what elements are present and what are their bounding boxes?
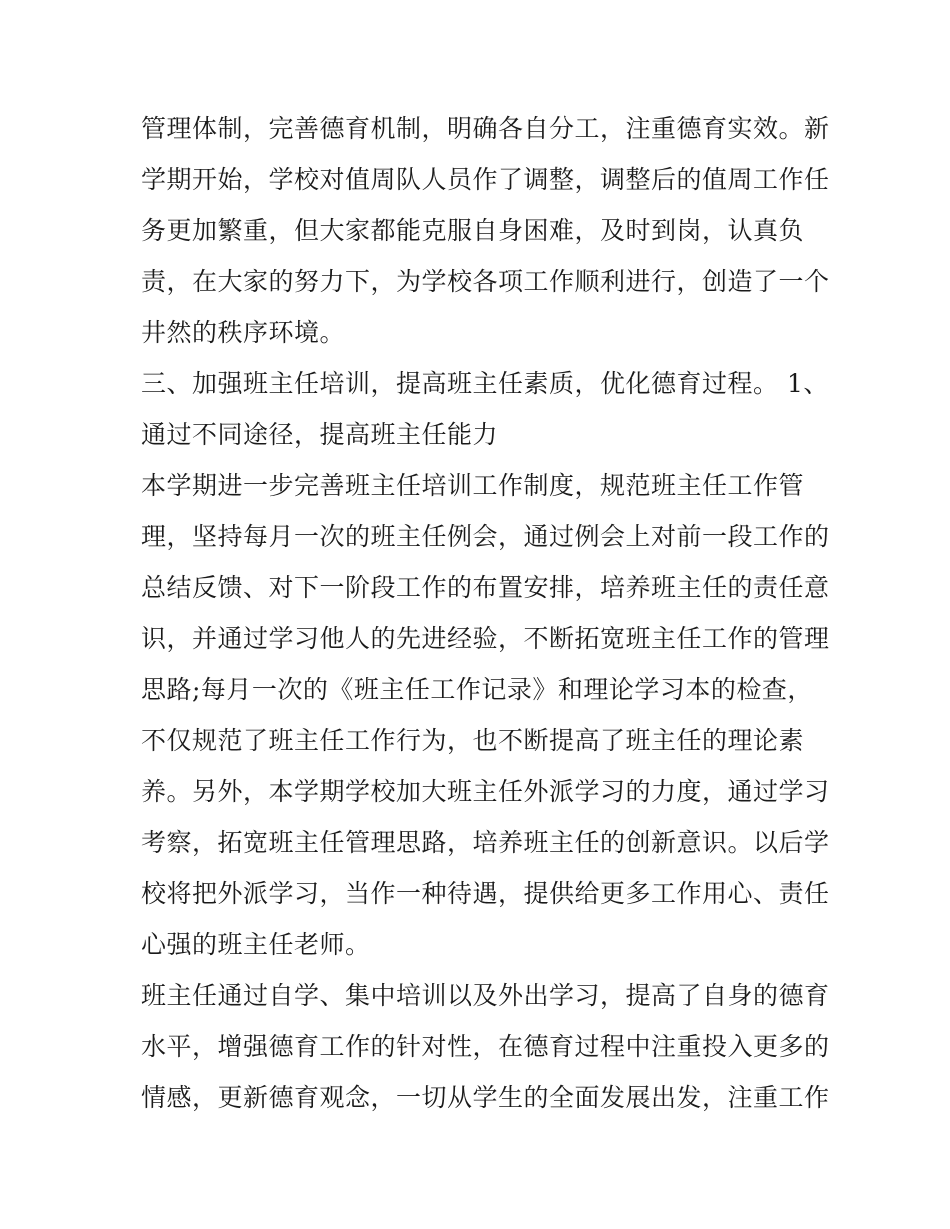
text-line: 理，坚持每月一次的班主任例会，通过例会上对前一段工作的 xyxy=(141,522,830,551)
text-line: 管理体制，完善德育机制，明确各自分工，注重德育实效。新 xyxy=(141,114,830,143)
text-line: 心强的班主任老师。 xyxy=(141,930,371,959)
text-line: 养。另外，本学期学校加大班主任外派学习的力度，通过学习 xyxy=(141,777,830,806)
text-line: 井然的秩序环境。 xyxy=(141,318,346,347)
text-line: 识，并通过学习他人的先进经验，不断拓宽班主任工作的管理 xyxy=(141,624,830,653)
text-line: 学期开始，学校对值周队人员作了调整，调整后的值周工作任 xyxy=(141,165,830,194)
text-line: 班主任通过自学、集中培训以及外出学习，提高了自身的德育 xyxy=(141,981,830,1010)
text-line: 总结反馈、对下一阶段工作的布置安排，培养班主任的责任意 xyxy=(141,573,830,602)
text-line: 水平，增强德育工作的针对性，在德育过程中注重投入更多的 xyxy=(141,1032,830,1061)
text-line: 考察，拓宽班主任管理思路，培养班主任的创新意识。以后学 xyxy=(141,828,830,857)
section-heading: 三、加强班主任培训，提高班主任素质，优化德育过程。 1、 xyxy=(141,369,829,398)
text-line: 务更加繁重，但大家都能克服自身困难，及时到岗，认真负 xyxy=(141,216,805,245)
text-line: 不仅规范了班主任工作行为，也不断提高了班主任的理论素 xyxy=(141,726,805,755)
text-line: 思路;每月一次的《班主任工作记录》和理论学习本的检查， xyxy=(141,675,813,704)
text-line: 校将把外派学习，当作一种待遇，提供给更多工作用心、责任 xyxy=(141,879,830,908)
text-line: 责，在大家的努力下，为学校各项工作顺利进行，创造了一个 xyxy=(141,267,830,296)
text-line: 情感，更新德育观念，一切从学生的全面发展出发，注重工作 xyxy=(141,1083,830,1112)
text-line: 本学期进一步完善班主任培训工作制度，规范班主任工作管 xyxy=(141,471,805,500)
sub-heading: 通过不同途径，提高班主任能力 xyxy=(141,420,499,449)
